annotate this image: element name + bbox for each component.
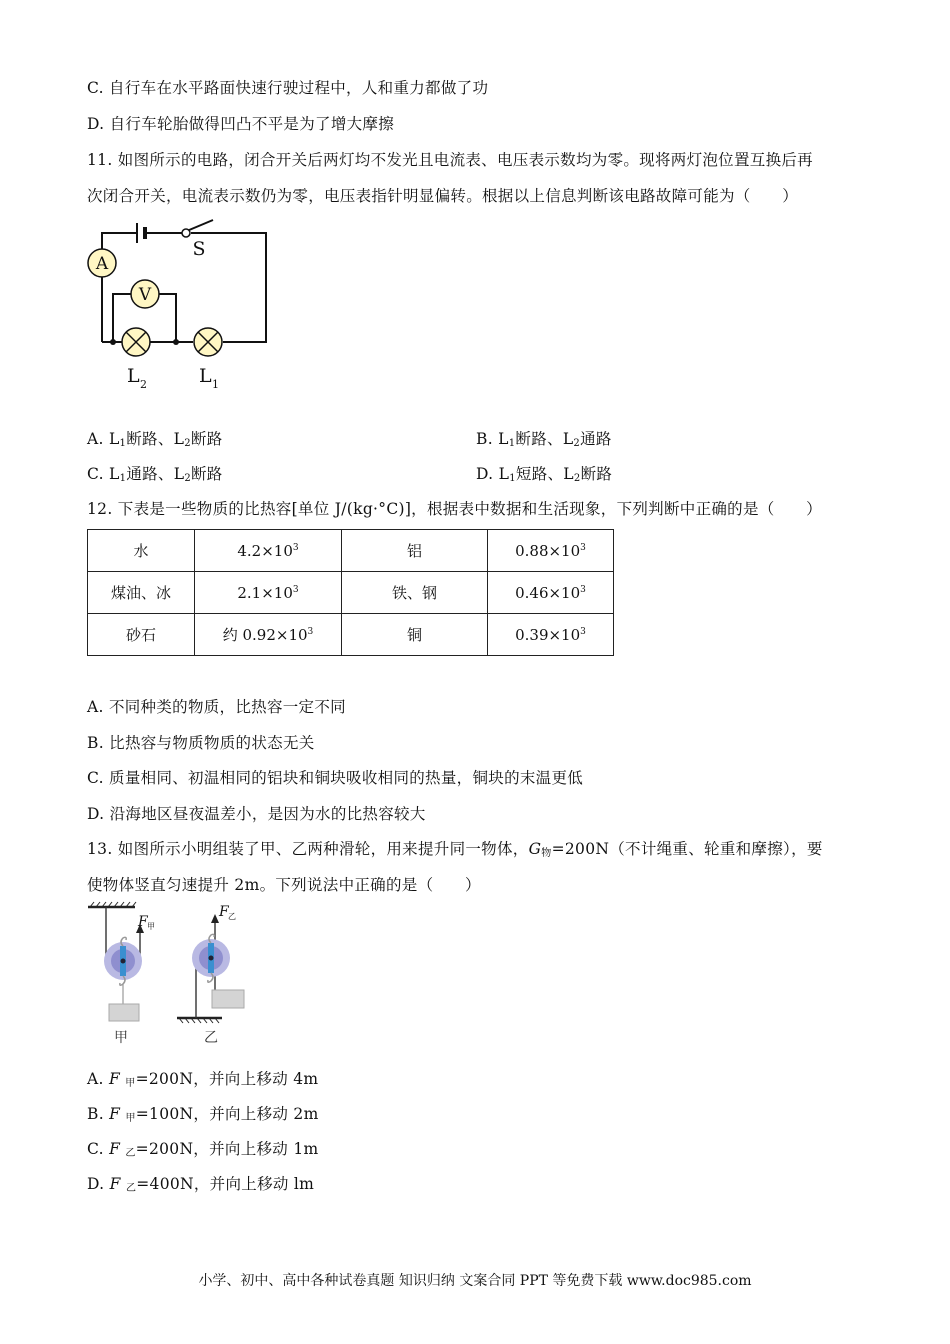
pulley-jia [88,902,155,1046]
pulley-yi [177,904,244,1046]
lamp-l1-label: L [199,365,212,387]
q11-option-d: D. $L_1$短路、$L_2$断路 [476,465,613,484]
ammeter-symbol: A [95,254,109,274]
table-row [88,572,614,614]
circuit-diagram [85,212,275,392]
force-yi-label: F [219,904,229,920]
table-cell: $0.39\times 10^3$ [488,614,614,656]
table-cell: $0.46\times 10^3$ [488,572,614,614]
table-cell: $4.2\times 10^3$ [195,530,342,572]
pulley-jia-label: 甲 [114,1030,128,1046]
lamp-l1-subscript: 1 [212,378,219,391]
q11-option-a: A. $L_1$断路、$L_2$断路 [87,430,223,449]
q11-stem-line2: 次闭合开关，电流表示数仍为零，电压表指针明显偏转。根据以上信息判断该电路故障可能为（ ） [87,187,799,205]
specific-heat-table [87,529,614,656]
table-row [88,530,614,572]
table-cell: $2.1\times 10^3$ [195,572,342,614]
table-cell: 水 [88,530,195,572]
page-footer: 小学、初中、高中各种试卷真题 知识归纳 文案合同 PPT 等免费下载 www.doc985.com [198,1273,752,1289]
q10-option-c: C. 自行车在水平路面快速行驶过程中，人和重力都做了功 [87,79,489,97]
q11-stem-line1: 11. 如图所示的电路，闭合开关后两灯均不发光且电流表、电压表示数均为零。现将两灯泡位置互换后再 [87,151,813,169]
table-cell: 煤油、冰 [88,572,195,614]
lamp-l2-label: L [127,365,140,387]
q10-option-d: D. 自行车轮胎做得凹凸不平是为了增大摩擦 [87,115,395,133]
table-cell: 约 $0.92\times 10^3$ [195,614,342,656]
q12-option-b: B. 比热容与物质物质的状态无关 [87,734,315,752]
force-jia-subscript: 甲 [147,922,155,931]
switch-label: S [192,238,206,260]
table-row [88,614,614,656]
force-jia-label: F [138,914,148,930]
pulley-yi-label: 乙 [204,1030,218,1046]
table-cell: $0.88\times 10^3$ [488,530,614,572]
q13-option-a: A. F $_甲$=200N，并向上移动 4m [87,1070,319,1089]
q13-option-d: D. F $_乙$=400N，并向上移动 lm [87,1175,315,1194]
q12-option-a: A. 不同种类的物质，比热容一定不同 [87,698,346,716]
lamp-l2-subscript: 2 [140,378,147,391]
q11-option-c: C. $L_1$通路、$L_2$断路 [87,465,223,484]
q13-stem-line1: 13. 如图所示小明组装了甲、乙两种滑轮，用来提升同一物体，$G_物=200N$（不计绳重、轮重和摩擦），要 [87,840,823,859]
q12-option-c: C. 质量相同、初温相同的铝块和铜块吸收相同的热量，铜块的末温更低 [87,769,584,787]
table-cell: 砂石 [88,614,195,656]
q12-stem: 12. 下表是一些物质的比热容[单位 J/(kg·°C)]，根据表中数据和生活现象，下列判断中正确的是（ ） [87,500,822,518]
pulley-diagram [85,902,260,1047]
q13-option-b: B. F $_甲$=100N，并向上移动 2m [87,1105,319,1124]
q12-option-d: D. 沿海地区昼夜温差小，是因为水的比热容较大 [87,805,426,823]
q13-option-c: C. F $_乙$=200N，并向上移动 1m [87,1140,319,1159]
table-cell: 铜 [342,614,488,656]
force-yi-subscript: 乙 [228,912,236,921]
voltmeter-symbol: V [138,285,152,305]
q13-stem-line2: 使物体竖直匀速提升 2m。下列说法中正确的是（ ） [87,876,481,894]
table-cell: 铝 [342,530,488,572]
q11-option-b: B. $L_1$断路、$L_2$通路 [476,430,612,449]
table-cell: 铁、钢 [342,572,488,614]
